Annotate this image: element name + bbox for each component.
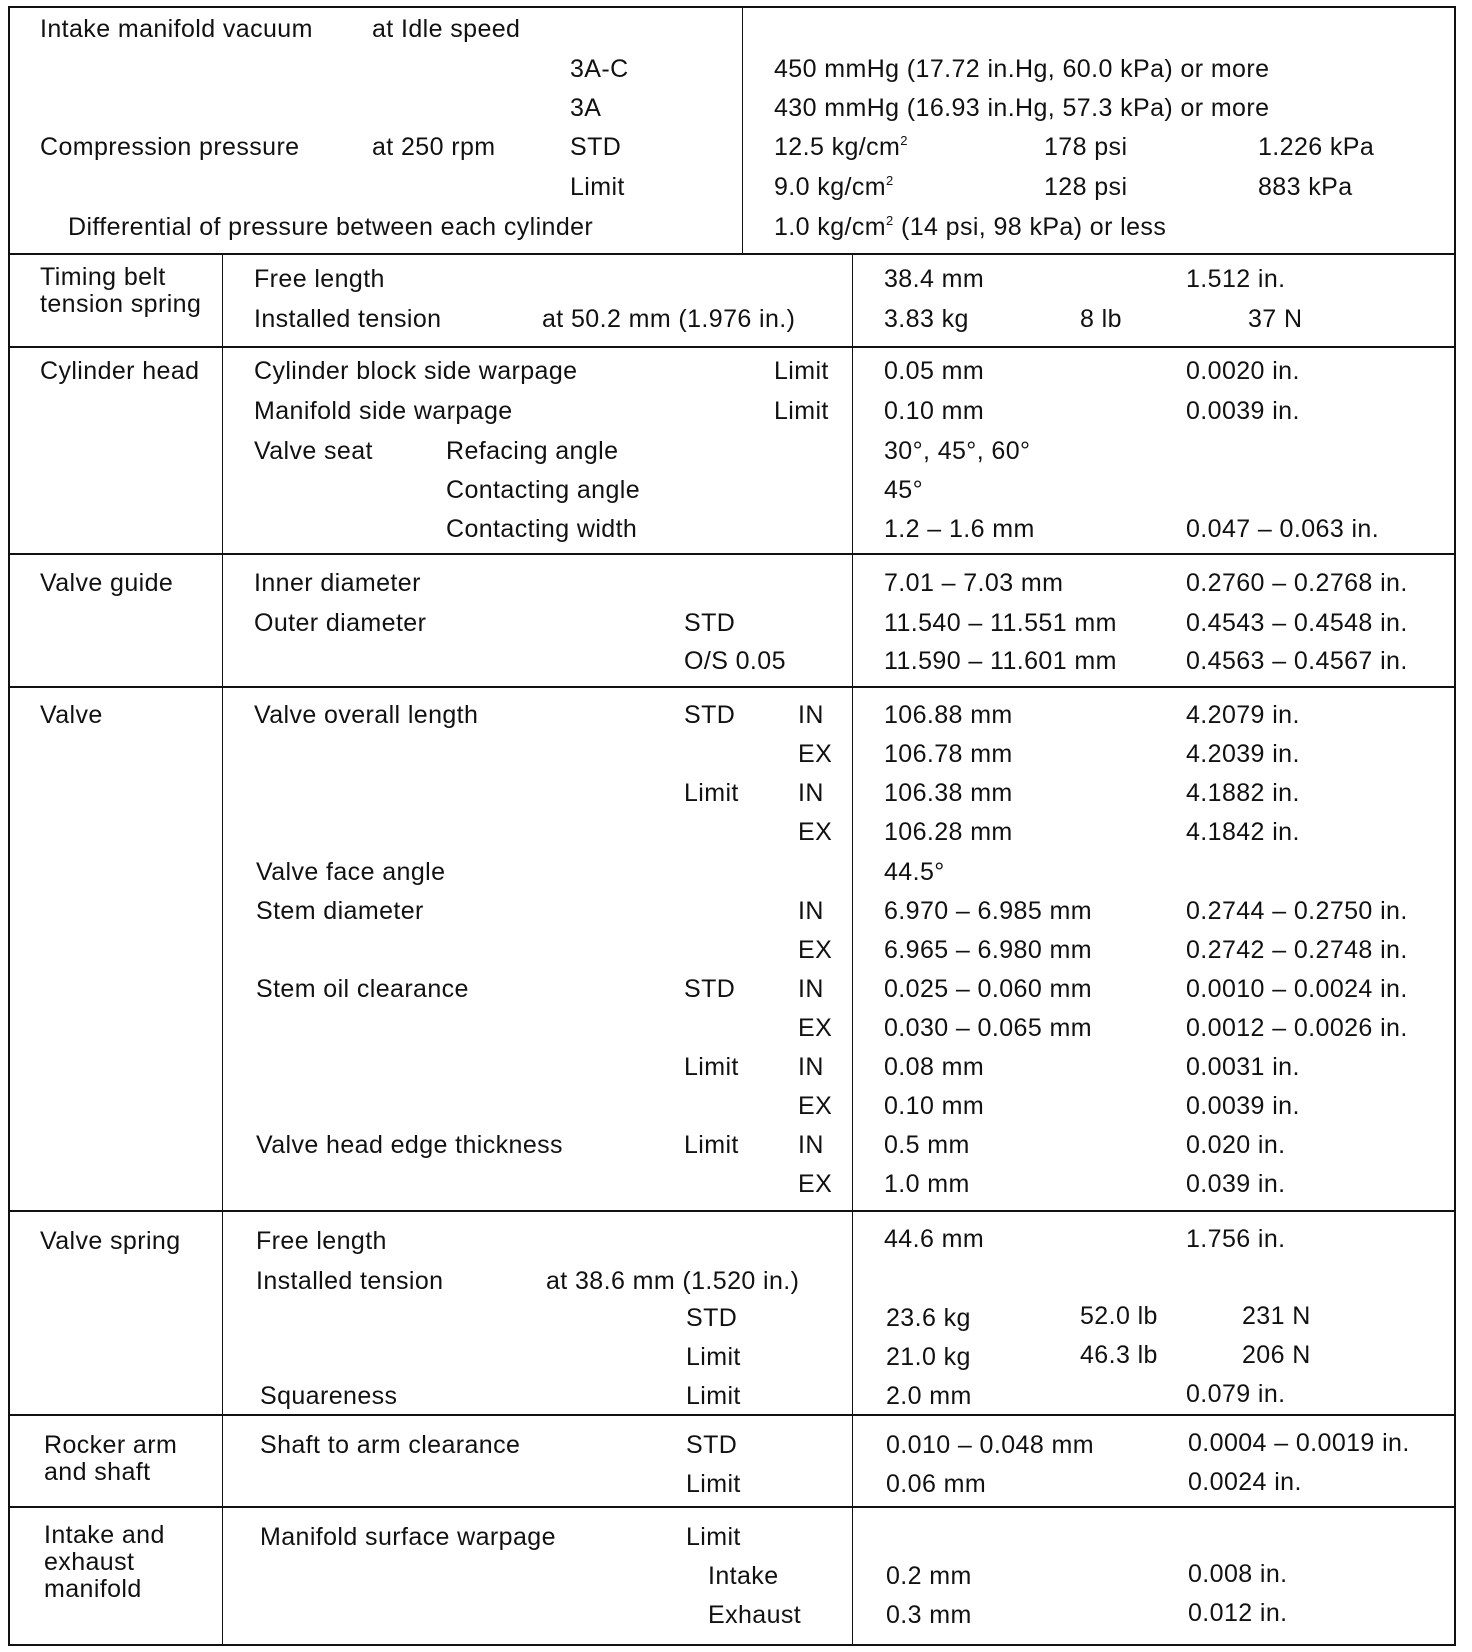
outer-std-in: 0.4543 – 0.4548 in. [1186,609,1408,637]
overall-std-in-side: IN [798,701,824,729]
head-edge-qual: Limit [684,1131,739,1159]
stem-clearance-lim-ex-side: EX [798,1092,833,1120]
specification-table [8,6,1456,1646]
overall-lim-in-in: 4.1882 in. [1186,779,1300,807]
overall-lim-ex-in: 4.1842 in. [1186,818,1300,846]
overall-lim-in-side: IN [798,779,824,807]
stem-clearance-std-ex-side: EX [798,1014,833,1042]
stem-diameter-in-side: IN [798,897,824,925]
contacting-width-in: 0.047 – 0.063 in. [1186,515,1380,543]
compression-condition: at 250 rpm [372,133,496,161]
face-angle-label: Valve face angle [256,858,446,886]
squareness-in: 0.079 in. [1186,1380,1286,1408]
head-edge-ex-in: 0.039 in. [1186,1170,1286,1198]
row-separator [8,253,1456,255]
rocker-std-qual: STD [686,1431,738,1459]
stem-clearance-std-ex-in: 0.0012 – 0.0026 in. [1186,1014,1408,1042]
stem-clearance-lim-ex-mm: 0.10 mm [884,1092,985,1120]
manifold-exhaust-mm: 0.3 mm [886,1601,972,1629]
head-edge-in-mm: 0.5 mm [884,1131,970,1159]
manifold-intake-label: Intake [708,1562,779,1590]
stem-clearance-std-in-side: IN [798,975,824,1003]
intake-vacuum-label: Intake manifold vacuum [40,15,313,43]
refacing-angle-value: 30°, 45°, 60° [884,437,1031,465]
rocker-limit-qual: Limit [686,1470,741,1498]
manifold-warpage-label: Manifold side warpage [254,397,513,425]
row-separator [8,553,1456,555]
head-edge-ex-side: EX [798,1170,833,1198]
outer-std-mm: 11.540 – 11.551 mm [884,609,1117,637]
head-edge-in-in: 0.020 in. [1186,1131,1286,1159]
timing-installed-kg: 3.83 kg [884,305,969,333]
spring-std-kg: 23.6 kg [886,1304,971,1332]
engine-3ac-label: 3A-C [570,55,629,83]
overall-std-ex-in: 4.2039 in. [1186,740,1300,768]
inner-diameter-in: 0.2760 – 0.2768 in. [1186,569,1408,597]
section-rocker: Rocker arm and shaft [44,1431,178,1486]
outer-os-qual: O/S 0.05 [684,647,786,675]
timing-installed-label: Installed tension [254,305,442,333]
block-warpage-in: 0.0020 in. [1186,357,1300,385]
stem-clearance-std-qual: STD [684,975,736,1003]
engine-3ac-value: 450 mmHg (17.72 in.Hg, 60.0 kPa) or more [774,55,1270,83]
manifold-exhaust-label: Exhaust [708,1601,802,1629]
contacting-width-mm: 1.2 – 1.6 mm [884,515,1035,543]
differential-value: 1.0 $kg/cm^2$ (14 psi, 98 kPa) or less [774,213,1167,241]
border-bottom [8,1644,1456,1646]
row-separator [8,1414,1456,1416]
manifold-warpage-mm: 0.10 mm [884,397,985,425]
block-warpage-qual: Limit [774,357,829,385]
overall-std-ex-side: EX [798,740,833,768]
stem-diameter-in-in: 0.2744 – 0.2750 in. [1186,897,1408,925]
stem-clearance-lim-in-mm: 0.08 mm [884,1053,985,1081]
stem-diameter-label: Stem diameter [256,897,424,925]
outer-os-mm: 11.590 – 11.601 mm [884,647,1117,675]
col-separator [222,254,223,1646]
contacting-width-label: Contacting width [446,515,638,543]
overall-length-label: Valve overall length [254,701,479,729]
squareness-label: Squareness [260,1382,398,1410]
spring-std-n: 231 N [1242,1302,1311,1330]
compression-limit-label: Limit [570,173,625,201]
contacting-angle-value: 45° [884,476,924,504]
stem-diameter-ex-side: EX [798,936,833,964]
block-warpage-mm: 0.05 mm [884,357,985,385]
border-left [8,6,10,1646]
manifold-warpage-label: Manifold surface warpage [260,1523,556,1551]
overall-std-ex-mm: 106.78 mm [884,740,1013,768]
differential-label: Differential of pressure between each cylinder [68,213,594,241]
row-separator [8,346,1456,348]
contacting-angle-label: Contacting angle [446,476,641,504]
stem-clearance-lim-in-in: 0.0031 in. [1186,1053,1300,1081]
stem-clearance-std-in-in: 0.0010 – 0.0024 in. [1186,975,1408,1003]
valve-seat-label: Valve seat [254,437,373,465]
rocker-std-mm: 0.010 – 0.048 mm [886,1431,1094,1459]
overall-lim-ex-mm: 106.28 mm [884,818,1013,846]
spring-free-length-label: Free length [256,1227,387,1255]
row-separator [8,686,1456,688]
timing-installed-lb: 8 lb [1080,305,1122,333]
face-angle-value: 44.5° [884,858,945,886]
inner-diameter-mm: 7.01 – 7.03 mm [884,569,1064,597]
manifold-exhaust-in: 0.012 in. [1188,1599,1288,1627]
section-valve-spring: Valve spring [40,1227,181,1255]
timing-free-length-in: 1.512 in. [1186,265,1286,293]
stem-clearance-lim-ex-in: 0.0039 in. [1186,1092,1300,1120]
divider [742,6,743,254]
compression-limit-kg: 9.0 $kg/cm^2$ [774,173,894,201]
section-manifold: Intake and exhaust manifold [44,1521,165,1603]
stem-clearance-label: Stem oil clearance [256,975,469,1003]
compression-std-kpa: 1.226 kPa [1258,133,1375,161]
compression-std-psi: 178 psi [1044,133,1128,161]
spring-limit-lb: 46.3 lb [1080,1341,1158,1369]
row-separator [8,1506,1456,1508]
stem-clearance-std-ex-mm: 0.030 – 0.065 mm [884,1014,1092,1042]
overall-limit-qual: Limit [684,779,739,807]
manifold-intake-in: 0.008 in. [1188,1560,1288,1588]
rocker-limit-in: 0.0024 in. [1188,1468,1302,1496]
spring-free-length-in: 1.756 in. [1186,1225,1286,1253]
manifold-warpage-qual: Limit [774,397,829,425]
intake-vacuum-condition: at Idle speed [372,15,521,43]
spring-installed-label: Installed tension [256,1267,444,1295]
col-separator [852,254,853,1646]
section-timing-belt: Timing belt tension spring [40,263,202,318]
section-cylinder-head: Cylinder head [40,357,200,385]
overall-std-in-mm: 106.88 mm [884,701,1013,729]
engine-3a-label: 3A [570,94,602,122]
outer-os-in: 0.4563 – 0.4567 in. [1186,647,1408,675]
stem-clearance-lim-in-side: IN [798,1053,824,1081]
spring-limit-kg: 21.0 kg [886,1343,971,1371]
spring-limit-n: 206 N [1242,1341,1311,1369]
compression-std-kg: 12.5 $kg/cm^2$ [774,133,908,161]
rocker-std-in: 0.0004 – 0.0019 in. [1188,1429,1410,1457]
outer-std-qual: STD [684,609,736,637]
overall-std-in-in: 4.2079 in. [1186,701,1300,729]
spring-std-qual: STD [686,1304,738,1332]
stem-diameter-ex-mm: 6.965 – 6.980 mm [884,936,1092,964]
compression-std-label: STD [570,133,622,161]
overall-std-qual: STD [684,701,736,729]
timing-free-length-label: Free length [254,265,385,293]
spring-limit-qual: Limit [686,1343,741,1371]
row-separator [8,1210,1456,1212]
section-valve: Valve [40,701,103,729]
rocker-clearance-label: Shaft to arm clearance [260,1431,521,1459]
squareness-qual: Limit [686,1382,741,1410]
manifold-warpage-qual: Limit [686,1523,741,1551]
border-right [1454,6,1456,1646]
squareness-mm: 2.0 mm [886,1382,972,1410]
manifold-intake-mm: 0.2 mm [886,1562,972,1590]
manifold-warpage-in: 0.0039 in. [1186,397,1300,425]
head-edge-ex-mm: 1.0 mm [884,1170,970,1198]
inner-diameter-label: Inner diameter [254,569,421,597]
spring-free-length-mm: 44.6 mm [884,1225,985,1253]
engine-3a-value: 430 mmHg (16.93 in.Hg, 57.3 kPa) or more [774,94,1270,122]
rocker-limit-mm: 0.06 mm [886,1470,987,1498]
stem-clearance-limit-qual: Limit [684,1053,739,1081]
refacing-angle-label: Refacing angle [446,437,619,465]
spring-installed-condition: at 38.6 mm (1.520 in.) [546,1267,800,1295]
timing-installed-condition: at 50.2 mm (1.976 in.) [542,305,796,333]
section-valve-guide: Valve guide [40,569,174,597]
timing-installed-n: 37 N [1248,305,1303,333]
stem-diameter-in-mm: 6.970 – 6.985 mm [884,897,1092,925]
overall-lim-in-mm: 106.38 mm [884,779,1013,807]
overall-lim-ex-side: EX [798,818,833,846]
timing-free-length-mm: 38.4 mm [884,265,985,293]
stem-clearance-std-in-mm: 0.025 – 0.060 mm [884,975,1092,1003]
compression-limit-psi: 128 psi [1044,173,1128,201]
outer-diameter-label: Outer diameter [254,609,427,637]
stem-diameter-ex-in: 0.2742 – 0.2748 in. [1186,936,1408,964]
border-top [8,6,1456,8]
head-edge-in-side: IN [798,1131,824,1159]
block-warpage-label: Cylinder block side warpage [254,357,578,385]
compression-limit-kpa: 883 kPa [1258,173,1353,201]
head-edge-label: Valve head edge thickness [256,1131,563,1159]
spring-std-lb: 52.0 lb [1080,1302,1158,1330]
compression-label: Compression pressure [40,133,300,161]
